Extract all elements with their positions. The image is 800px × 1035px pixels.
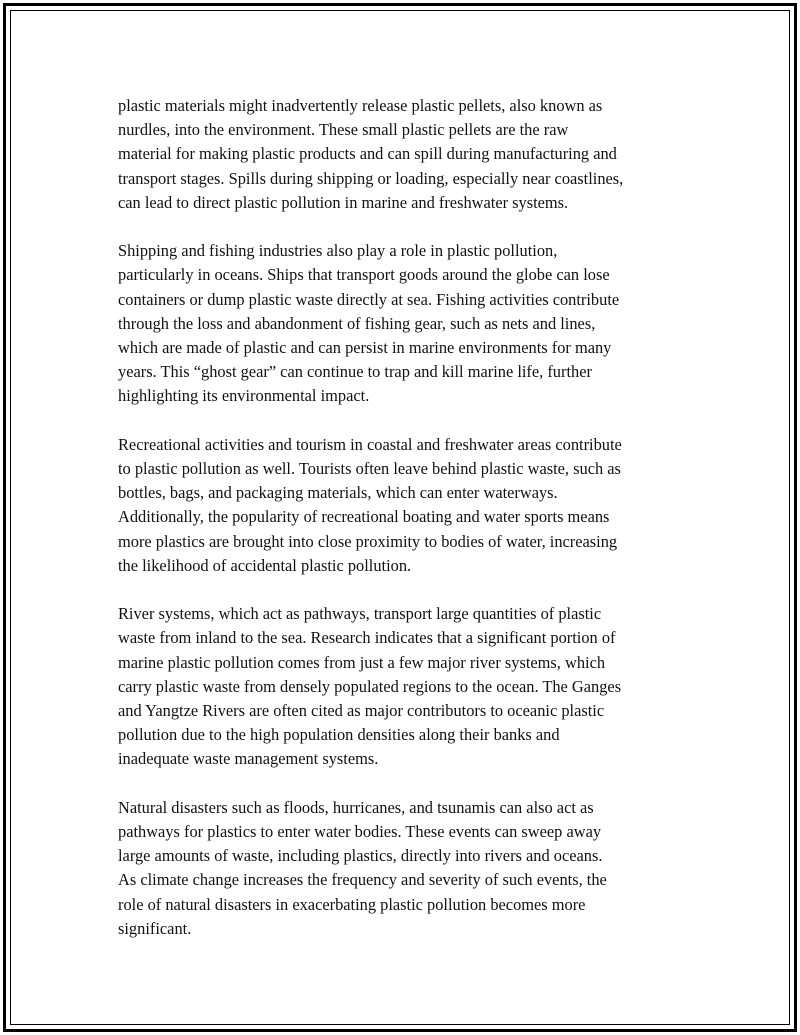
text-line: plastic materials might inadvertently release plastic pellets, also known as [118, 96, 603, 115]
text-line: Natural disasters such as floods, hurricanes, and tsunamis can also act as [118, 797, 594, 817]
paragraph [118, 94, 693, 215]
text-line: As climate change increases the frequency and severity of such events, the [118, 870, 607, 890]
text-line: pathways for plastics to enter water bodies. These events can sweep away [118, 822, 602, 842]
text-line: transport stages. Spills during shipping or loading, especially near coastlines, [118, 168, 624, 188]
paragraph [118, 433, 693, 578]
text-line: Shipping and fishing industries also play a role in plastic pollution, [118, 241, 558, 261]
text-line: pollution due to the high population densities along their banks and [118, 725, 560, 745]
text-line: material for making plastic products and can spill during manufacturing and [118, 144, 617, 164]
text-line: nurdles, into the environment. These small plastic pellets are the raw [118, 120, 569, 140]
text-line: particularly in oceans. Ships that transport goods around the globe can lose [118, 265, 610, 285]
text-line: carry plastic waste from densely populated regions to the ocean. The Ganges [118, 676, 622, 696]
text-line: significant. [118, 918, 192, 938]
text-line: role of natural disasters in exacerbating plastic pollution becomes more [118, 894, 586, 914]
text-line: more plastics are brought into close proximity to bodies of water, increasing [118, 531, 618, 551]
text-line: can lead to direct plastic pollution in marine and freshwater systems. [118, 192, 569, 212]
paragraph [118, 796, 693, 941]
text-line: waste from inland to the sea. Research indicates that a significant portion of [118, 628, 616, 648]
text-line: which are made of plastic and can persist in marine environments for many [118, 338, 612, 358]
text-line: to plastic pollution as well. Tourists often leave behind plastic waste, such as [118, 459, 621, 479]
text-line: bottles, bags, and packaging materials, which can enter waterways. [118, 483, 558, 503]
document-body [118, 94, 693, 965]
text-line: the likelihood of accidental plastic pollution. [118, 555, 412, 575]
text-line: large amounts of waste, including plastics, directly into rivers and oceans. [118, 846, 603, 866]
text-line: highlighting its environmental impact. [118, 386, 370, 406]
text-line: through the loss and abandonment of fishing gear, such as nets and lines, [118, 313, 596, 333]
text-line: inadequate waste management systems. [118, 749, 379, 769]
text-line: years. This “ghost gear” can continue to trap and kill marine life, further [118, 362, 592, 382]
text-line: Additionally, the popularity of recreational boating and water sports means [118, 507, 610, 527]
text-line: River systems, which act as pathways, transport large quantities of plastic [118, 604, 602, 624]
text-line: Recreational activities and tourism in coastal and freshwater areas contribute [118, 434, 622, 454]
text-line: and Yangtze Rivers are often cited as major contributors to oceanic plastic [118, 701, 605, 721]
text-line: containers or dump plastic waste directly at sea. Fishing activities contribute [118, 289, 620, 309]
paragraph [118, 602, 693, 771]
text-line: marine plastic pollution comes from just a few major river systems, which [118, 652, 606, 672]
paragraph [118, 239, 693, 408]
